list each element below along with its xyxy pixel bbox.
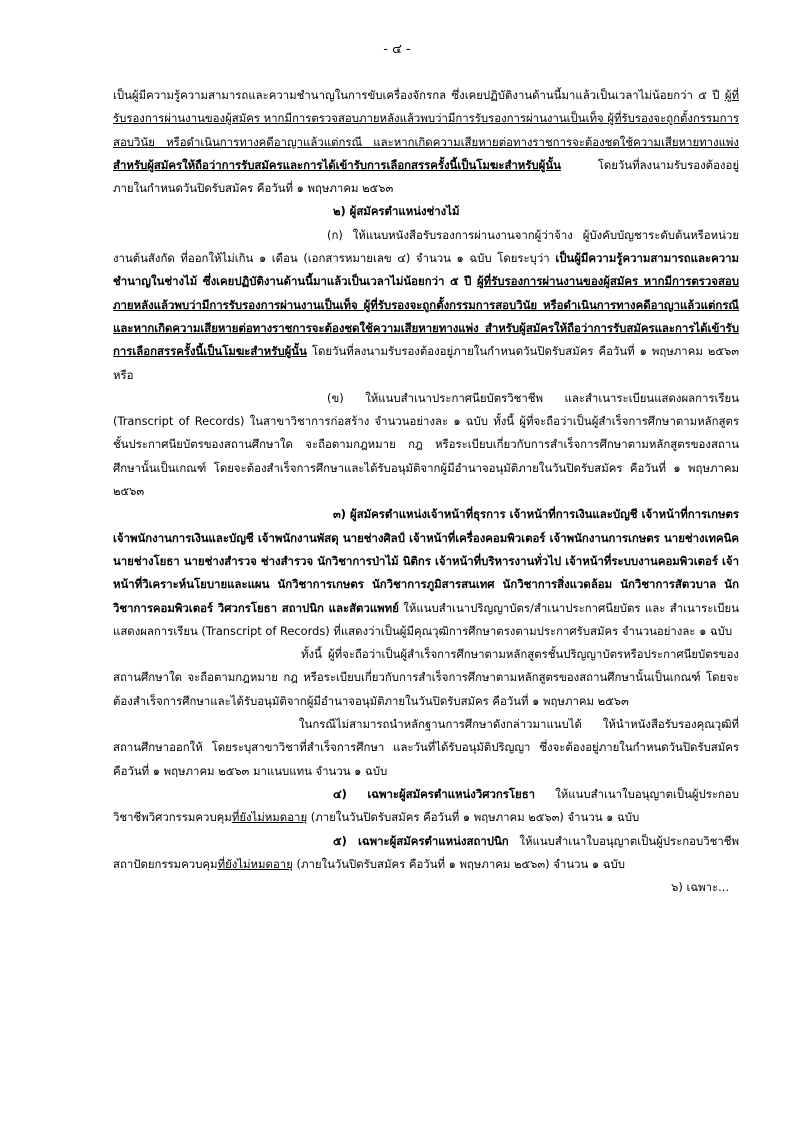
text-run: ๔) เฉพาะผู้สมัครตำแหน่งวิศวกรโยธา bbox=[333, 786, 536, 801]
page-number: - ๔ - bbox=[383, 42, 411, 57]
text-run: ทั้งนี้ ผู้ที่จะถือว่าเป็นผู้สำเร็จการศึกษาตามหลักสูตรชั้นปริญญาบัตรหรือประกาศนียบัตรของสถานศึกษาใด จะถือตามกฎหมาย กฎ หรือระเบียบเกี่ยวกับการสำเร็จการศึกษาตามหลักสูตรของสถานศึกษานั้นเป็นเกณฑ์ โดยจะต้องสำเร็จการศึกษาและได้รับอนุมัติจากผู้มีอำนาจอนุมัติภายในวันปิดรับสมัคร คือวันที่ ๑ พฤษภาคม ๒๕๖๓ bbox=[113, 647, 739, 708]
text-run: ๕) เฉพาะผู้สมัครตำแหน่งสถาปนิก bbox=[333, 833, 509, 848]
next-page-marker: ๖) เฉพาะ... bbox=[671, 880, 729, 895]
paragraph-civil-engineer-license bbox=[113, 783, 739, 830]
text-run: (ก) ให้แนบหนังสือรับรองการผ่านงานจากผู้ว่าจ้าง ผู้บังคับบัญชาระดับต้นหรือหน่วยงานต้นสังกัด ที่ออกให้ไม่เกิน ๑ เดือน (เอกสารหมายเลข ๔) จำนวน ๑ ฉบับ โดยระบุว่า bbox=[113, 227, 739, 266]
text-run: (ภายในวันปิดรับสมัคร คือวันที่ ๑ พฤษภาคม ๒๕๖๓) จำนวน ๑ ฉบับ bbox=[292, 856, 625, 871]
document-body bbox=[113, 84, 739, 899]
text-run: เป็นผู้มีความรู้ความสามารถและความชำนาญในช่างไม้ ซึ่งเคยปฏิบัติงานด้านนี้มาแล้วเป็นเวลาไม่น้อยกว่า ๕ ปี bbox=[113, 251, 739, 289]
text-run: ๒) ผู้สมัครตำแหน่งช่างไม้ bbox=[333, 204, 460, 219]
text-run: ที่ยังไม่หมดอายุ bbox=[231, 810, 308, 825]
paragraph-requirement-continuation bbox=[113, 84, 739, 200]
text-run: โดยวันที่ลงนามรับรองต้องอยู่ภายในกำหนดวันปิดรับสมัคร คือวันที่ ๑ พฤษภาคม ๒๕๖๓ หรือ bbox=[113, 344, 739, 382]
paragraph-graduation-criteria bbox=[113, 643, 739, 713]
text-run: (ข) ให้แนบสำเนาประกาศนียบัตรวิชาชีพ และสำเนาระเบียนแสดงผลการเรียน (Transcript of Records) ในสาขาวิชาการก่อสร้าง จำนวนอย่างละ ๑ ฉบับ ทั้งนี้ ผู้ที่จะถือว่าเป็นผู้สำเร็จการศึกษาตามหลักสูตรชั้นประกาศนียบัตรของสถานศึกษาใด จะถือตามกฎหมาย กฎ หรือระเบียบเกี่ยวกับการสำเร็จการศึกษาตามหลักสูตรของสถานศึกษานั้นเป็นเกณฑ์ โดยจะต้องสำเร็จการศึกษาและได้รับอนุมัติจากผู้มีอำนาจอนุมัติภายในวันปิดรับสมัคร คือวันที่ ๑ พฤษภาคม ๒๕๖๓ bbox=[113, 390, 739, 499]
text-run: ให้แนบสำเนาปริญญาบัตร/สำเนาประกาศนียบัตร และ สำเนาระเบียนแสดงผลการเรียน (Transcript of Records) ที่แสดงว่าเป็นผู้มีคุณวุฒิการศึกษาตรงตามประกาศรับสมัคร จำนวนอย่างละ ๑ ฉบับ bbox=[113, 600, 739, 638]
text-run: (ภายในวันปิดรับสมัคร คือวันที่ ๑ พฤษภาคม ๒๕๖๓) จำนวน ๑ ฉบับ bbox=[307, 810, 640, 825]
text-run: ๓) ผู้สมัครตำแหน่งเจ้าหน้าที่ธุรการ เจ้าหน้าที่การเงินและบัญชี เจ้าหน้าที่การเกษตร เจ้าพนักงานการเงินและบัญชี เจ้าพนักงานพัสดุ นายช่างศิลป์ เจ้าหน้าที่เครื่องคอมพิวเตอร์ เจ้าพนักงานการเกษตร นายช่างเทคนิค นายช่างโยธา นายช่างสำรวจ ช่างสำรวจ นักวิชาการป่าไม้ นิติกร เจ้าหน้าที่บริหารงานทั่วไป เจ้าหน้าที่ระบบงานคอมพิวเตอร์ เจ้าหน้าที่วิเคราะห์นโยบายและแผน นักวิชาการเกษตร นักวิชาการภูมิสารสนเทศ นักวิชาการสิ่งแวดล้อม นักวิชาการสัตวบาล นักวิชาการคอมพิวเตอร์ วิศวกรโยธา สถาปนิก และสัตวแพทย์ bbox=[113, 507, 739, 615]
paragraph-certificate-substitute bbox=[113, 713, 739, 783]
text-run: ในกรณีไม่สามารถนำหลักฐานการศึกษาดังกล่าวมาแนบได้ ให้นำหนังสือรับรองคุณวุฒิที่สถานศึกษาออกให้ โดยระบุสาขาวิชาที่สำเร็จการศึกษา และวันที่ได้รับอนุมัติปริญญา ซึ่งจะต้องอยู่ภายในกำหนดวันปิดรับสมัคร คือวันที่ ๑ พฤษภาคม ๒๕๖๓ มาแนบแทน จำนวน ๑ ฉบับ bbox=[113, 717, 739, 778]
text-run: ที่ยังไม่หมดอายุ bbox=[217, 856, 293, 871]
text-run: เป็นผู้มีความรู้ความสามารถและความชำนาญในการขับเครื่องจักรกล ซึ่งเคยปฏิบัติงานด้านนี้มาแล้วเป็นเวลาไม่น้อยกว่า ๕ ปี bbox=[113, 88, 725, 102]
section-heading-carpenter bbox=[113, 200, 739, 223]
paragraph-degree-positions bbox=[113, 503, 739, 643]
paragraph-carpenter-option-b bbox=[113, 387, 739, 503]
text-run: โดยวันที่ลงนามรับรองต้องอยู่ภายในกำหนดวันปิดรับสมัคร คือวันที่ ๑ พฤษภาคม ๒๕๖๓ bbox=[113, 157, 739, 196]
text-run: ผู้ที่รับรองการผ่านงานของผู้สมัคร หากมีการตรวจสอบภายหลังแล้วพบว่ามีการรับรองการผ่านงานเป็นเท็จ ผู้ที่รับรองจะถูกตั้งกรรมการสอบวินัย หรือดำเนินการทางคดีอาญาแล้วแต่กรณี และหากเกิดความเสียหายต่อทางราชการจะต้องชดใช้ความเสียหายทางแพ่ง bbox=[113, 88, 739, 149]
paragraph-architect-license bbox=[113, 830, 739, 877]
text-run: ให้แนบสำเนาใบอนุญาตเป็นผู้ประกอบวิชาชีพสถาปัตยกรรมควบคุม bbox=[113, 833, 739, 871]
paragraph-carpenter-option-a bbox=[113, 224, 739, 387]
text-run: สำหรับผู้สมัครให้ถือว่าการรับสมัครและการได้เข้ารับการเลือกสรรครั้งนี้เป็นโมฆะสำหรับผู้นั้น bbox=[113, 157, 561, 172]
text-run: ผู้ที่รับรองการผ่านงานของผู้สมัคร หากมีการตรวจสอบภายหลังแล้วพบว่ามีการรับรองการผ่านงานเป็นเท็จ ผู้ที่รับรองจะถูกตั้งกรรมการสอบวินัย หรือดำเนินการทางคดีอาญาแล้วแต่กรณี และหากเกิดความเสียหายต่อทางราชการจะต้องชดใช้ความเสียหายทางแพ่ง สำหรับผู้สมัครให้ถือว่าการรับสมัครและการได้เข้ารับการเลือกสรรครั้งนี้เป็นโมฆะสำหรับผู้นั้น bbox=[113, 274, 739, 359]
text-run: ให้แนบสำเนาใบอนุญาตเป็นผู้ประกอบวิชาชีพวิศวกรรมควบคุม bbox=[113, 786, 739, 825]
